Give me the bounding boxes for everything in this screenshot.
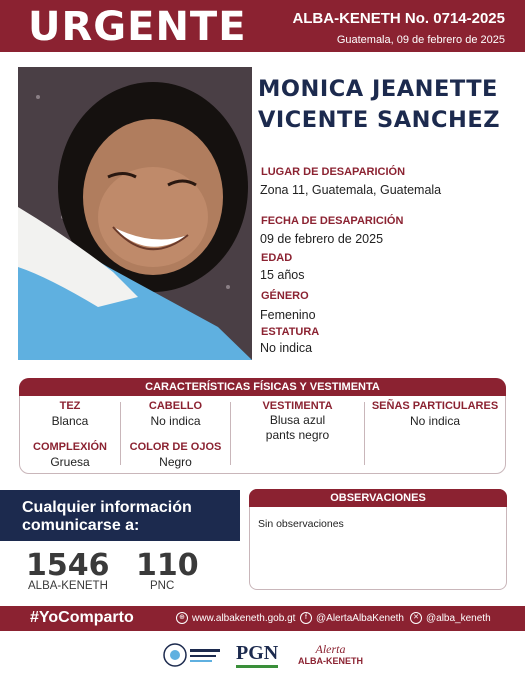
location-date: Guatemala, 09 de febrero de 2025 <box>336 34 505 46</box>
disappearance-date-label: FECHA DE DESAPARICIÓN <box>261 215 404 227</box>
website-text: www.albakeneth.gob.gt <box>192 612 296 624</box>
phone-pnc-label: PNC <box>150 580 175 592</box>
clothing-label: VESTIMENTA <box>262 400 333 412</box>
observations-header: OBSERVACIONES <box>249 489 507 507</box>
disappearance-place-value: Zona 11, Guatemala, Guatemala <box>260 183 442 197</box>
skin-label: TEZ <box>59 400 81 412</box>
build-value: Gruesa <box>50 455 90 469</box>
hair-value: No indica <box>150 414 201 428</box>
case-number: ALBA-KENETH No. 0714-2025 <box>292 10 505 27</box>
alerta-logo-line-1: Alerta <box>315 642 346 656</box>
observations-text: Sin observaciones <box>258 518 344 530</box>
clothing-line-2: pants negro <box>265 428 330 442</box>
footer-bar <box>0 606 525 631</box>
characteristics-header: CARACTERÍSTICAS FÍSICAS Y VESTIMENTA <box>19 378 506 396</box>
skin-value: Blanca <box>51 414 89 428</box>
marks-value: No indica <box>409 414 461 428</box>
contact-info-box <box>0 490 240 541</box>
missing-person-photo <box>18 67 252 360</box>
disappearance-place-label: LUGAR DE DESAPARICIÓN <box>261 166 406 178</box>
header-banner <box>0 0 525 52</box>
age-label: EDAD <box>261 252 293 264</box>
height-label: ESTATURA <box>261 326 320 338</box>
alerta-logo-line-2: ALBA-KENETH <box>298 656 363 666</box>
facebook-text: @AlertaAlbaKeneth <box>316 612 404 624</box>
name-line-2: VICENTE SANCHEZ <box>258 107 501 133</box>
pgn-logo-text: PGN <box>236 642 278 668</box>
government-logo <box>163 638 223 672</box>
eye-color-value: Negro <box>159 455 192 469</box>
phone-alba-keneth-label: ALBA-KENETH <box>28 580 108 592</box>
hashtag: #YoComparto <box>30 609 134 626</box>
website-link[interactable] <box>176 612 295 624</box>
alerta-alba-keneth-logo <box>298 638 363 672</box>
facebook-icon: f <box>300 612 312 624</box>
phone-alba-keneth: 1546 <box>26 548 110 583</box>
clothing-line-1: Blusa azul <box>269 413 326 427</box>
name-line-1: MONICA JEANETTE <box>258 76 498 102</box>
build-label: COMPLEXIÓN <box>33 441 107 453</box>
hair-label: CABELLO <box>148 400 203 412</box>
gender-label: GÉNERO <box>261 290 309 302</box>
x-link[interactable] <box>410 612 491 624</box>
phone-pnc: 110 <box>136 548 199 583</box>
contact-line-2: comunicarse a: <box>22 517 140 534</box>
globe-icon: ⊕ <box>176 612 188 624</box>
height-value: No indica <box>260 341 313 355</box>
pgn-logo <box>236 638 278 672</box>
person-name <box>258 74 518 136</box>
marks-label: SEÑAS PARTICULARES <box>371 400 499 412</box>
x-icon: ✕ <box>410 612 422 624</box>
contact-line-1: Cualquier información <box>22 499 192 516</box>
disappearance-date-value: 09 de febrero de 2025 <box>260 232 384 246</box>
urgent-title: URGENTE <box>28 4 247 50</box>
eye-color-label: COLOR DE OJOS <box>129 441 222 453</box>
x-text: @alba_keneth <box>426 612 491 624</box>
gender-value: Femenino <box>260 308 316 322</box>
facebook-link[interactable] <box>300 612 404 624</box>
age-value: 15 años <box>260 268 305 282</box>
